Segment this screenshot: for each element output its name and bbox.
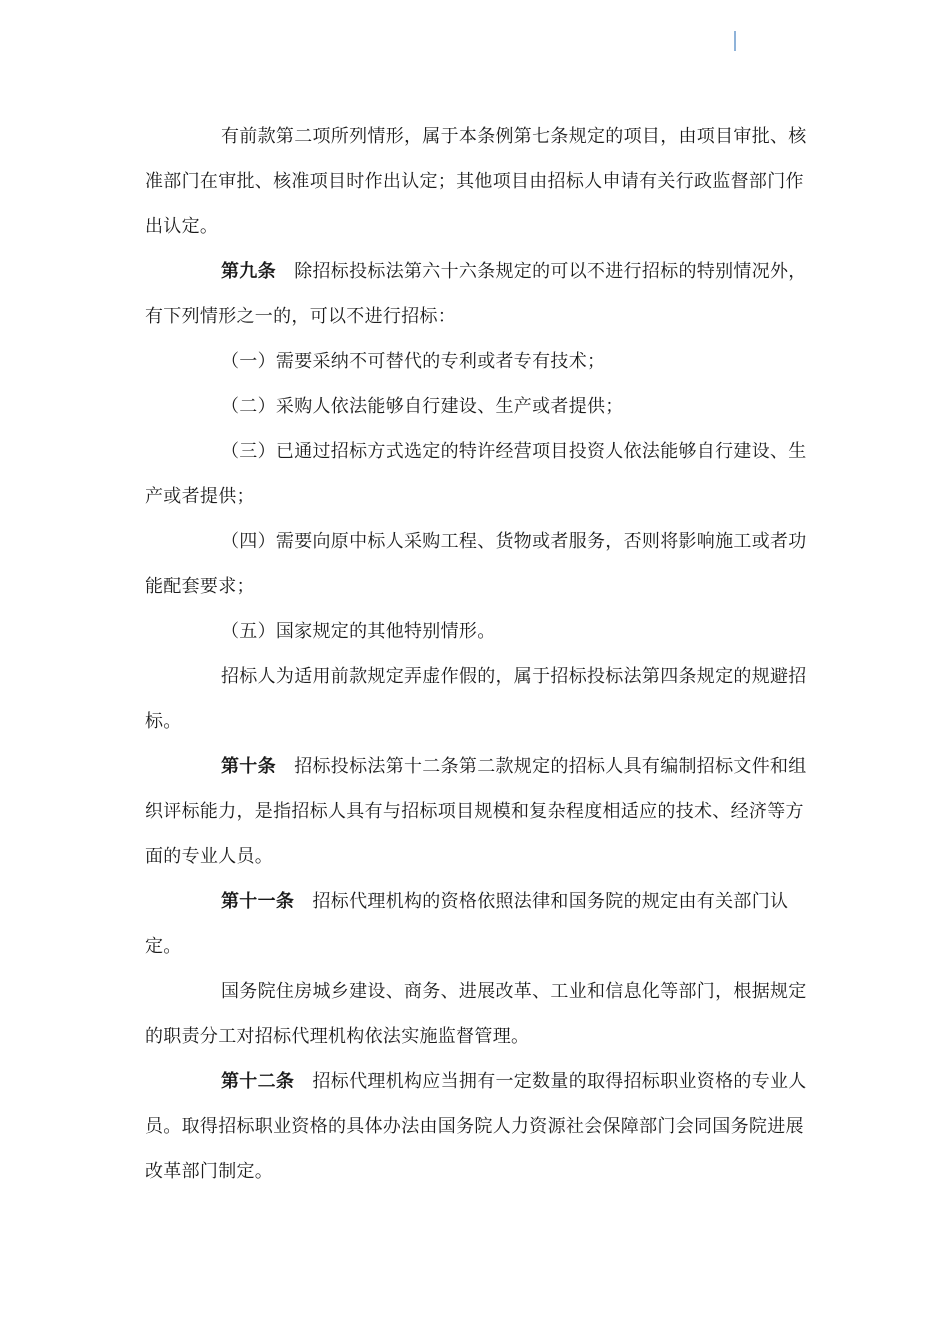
article-title: 第十一条 <box>221 891 295 912</box>
article-paragraph: 第十二条 招标代理机构应当拥有一定数量的取得招标职业资格的专业人员。取得招标职业资格的具体办法由国务院人力资源社会保障部门会同国务院进展改革部门制定。 <box>145 1071 807 1182</box>
article-title: 第十二条 <box>221 1071 295 1092</box>
header-mark <box>734 31 736 51</box>
article-paragraph: 第十一条 招标代理机构的资格依照法律和国务院的规定由有关部门认定。 <box>145 891 789 957</box>
paragraph: 国务院住房城乡建设、商务、进展改革、工业和信息化等部门，根据规定的职责分工对招标代理机构依法实施监督管理。 <box>145 981 807 1047</box>
list-item: （二）采购人依法能够自行建设、生产或者提供； <box>221 396 624 417</box>
list-item: （四）需要向原中标人采购工程、货物或者服务，否则将影响施工或者功能配套要求； <box>145 531 807 597</box>
article-paragraph: 第十条 招标投标法第十二条第二款规定的招标人具有编制招标文件和组织评标能力，是指招标人具有与招标项目规模和复杂程度相适应的技术、经济等方面的专业人员。 <box>145 756 807 867</box>
paragraph: 招标人为适用前款规定弄虚作假的，属于招标投标法第四条规定的规避招标。 <box>145 666 807 732</box>
article-title: 第九条 <box>221 261 276 282</box>
paragraph: 有前款第二项所列情形，属于本条例第七条规定的项目，由项目审批、核准部门在审批、核准项目时作出认定；其他项目由招标人申请有关行政监督部门作出认定。 <box>145 126 807 237</box>
list-item: （五）国家规定的其他特别情形。 <box>221 621 496 642</box>
article-title: 第十条 <box>221 756 276 777</box>
list-item: （三）已通过招标方式选定的特许经营项目投资人依法能够自行建设、生产或者提供； <box>145 441 807 507</box>
list-item: （一）需要采纳不可替代的专利或者专有技术； <box>221 351 606 372</box>
article-paragraph: 第九条 除招标投标法第六十六条规定的可以不进行招标的特别情况外，有下列情形之一的，可以不进行招标： <box>145 261 807 327</box>
document-body <box>145 114 815 1194</box>
